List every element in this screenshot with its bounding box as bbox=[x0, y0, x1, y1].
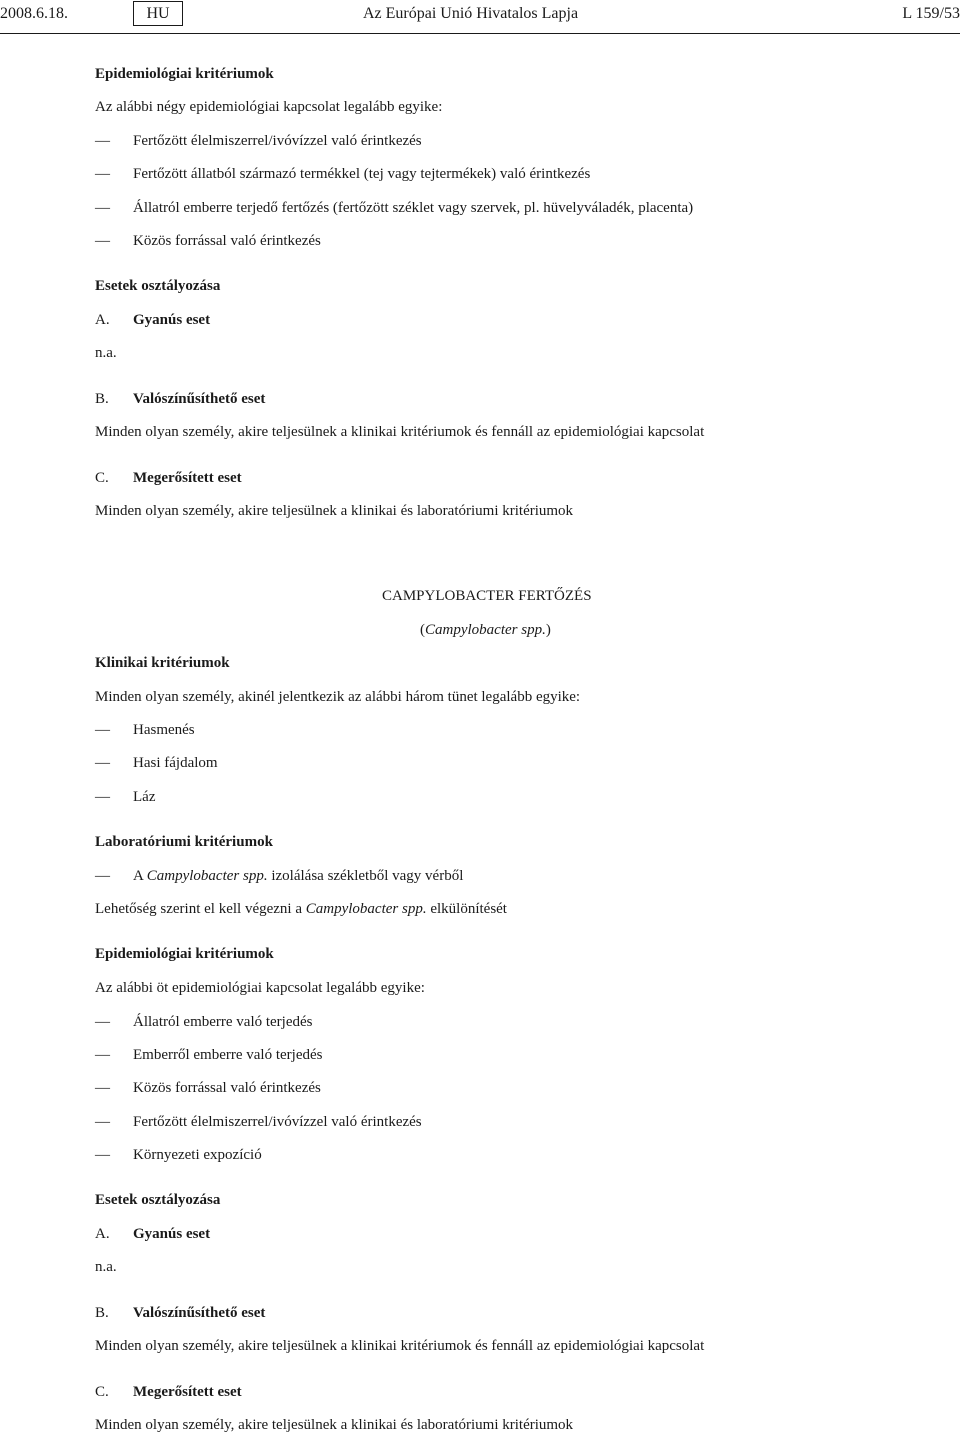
section2-case-c bbox=[95, 1383, 242, 1401]
dash-bullet: — bbox=[95, 868, 110, 884]
dash-bullet: — bbox=[95, 722, 110, 738]
section2-epi-item bbox=[95, 1013, 313, 1031]
list-item-text: Fertőzött élelmiszerrel/ivóvízzel való érintkezés bbox=[133, 133, 422, 149]
paren-open: ( bbox=[420, 622, 425, 638]
list-item-text: Környezeti expozíció bbox=[133, 1147, 262, 1163]
dash-bullet: — bbox=[95, 1080, 110, 1096]
dash-bullet: — bbox=[95, 200, 110, 216]
list-item-text: Fertőzött élelmiszerrel/ivóvízzel való érintkezés bbox=[133, 1114, 422, 1130]
lab-heading: Laboratóriumi kritériumok bbox=[95, 834, 273, 850]
section2-epi-item bbox=[95, 1046, 323, 1064]
lab-note bbox=[95, 900, 507, 918]
list-item-text: Hasmenés bbox=[133, 722, 195, 738]
section2-case-b bbox=[95, 1304, 265, 1322]
publication-date: 2008.6.18. bbox=[0, 5, 68, 22]
case-label: Valószínűsíthető eset bbox=[133, 1305, 266, 1321]
dash-bullet: — bbox=[95, 789, 110, 805]
clinical-item bbox=[95, 754, 218, 772]
case-letter: B. bbox=[95, 391, 109, 407]
section2-class-heading: Esetek osztályozása bbox=[95, 1192, 221, 1208]
case-letter: A. bbox=[95, 312, 110, 328]
list-item-text: Láz bbox=[133, 789, 156, 805]
section1-epi-intro: Az alábbi négy epidemiológiai kapcsolat legalább egyike: bbox=[95, 99, 443, 115]
case-letter: C. bbox=[95, 470, 109, 486]
lab-item-pre: A bbox=[133, 868, 147, 884]
list-item-text: Fertőzött állatból származó termékkel (tej vagy tejtermékek) való érintkezés bbox=[133, 166, 591, 182]
lab-note-pre: Lehetőség szerint el kell végezni a bbox=[95, 901, 306, 917]
section2-case-c-text: Minden olyan személy, akire teljesülnek a klinikai és laboratóriumi kritériumok bbox=[95, 1417, 574, 1433]
section1-epi-item bbox=[95, 232, 321, 250]
section1-case-c bbox=[95, 469, 242, 487]
list-item-text: Hasi fájdalom bbox=[133, 755, 218, 771]
section1-epi-item bbox=[95, 132, 422, 150]
clinical-item bbox=[95, 788, 155, 806]
page-header bbox=[0, 0, 960, 34]
dash-bullet: — bbox=[95, 755, 110, 771]
case-label: Gyanús eset bbox=[133, 312, 211, 328]
section1-epi-item bbox=[95, 199, 693, 217]
section2-case-a bbox=[95, 1225, 210, 1243]
clinical-heading: Klinikai kritériumok bbox=[95, 655, 230, 671]
case-letter: A. bbox=[95, 1226, 110, 1242]
list-item-text: Emberről emberre való terjedés bbox=[133, 1047, 323, 1063]
section1-case-c-text: Minden olyan személy, akire teljesülnek a klinikai és laboratóriumi kritériumok bbox=[95, 503, 574, 519]
case-letter: C. bbox=[95, 1384, 109, 1400]
list-item-text: Közös forrással való érintkezés bbox=[133, 233, 321, 249]
journal-title: Az Európai Unió Hivatalos Lapja bbox=[363, 5, 579, 22]
language-badge: HU bbox=[133, 1, 183, 26]
case-label: Valószínűsíthető eset bbox=[133, 391, 266, 407]
dash-bullet: — bbox=[95, 133, 110, 149]
lab-item-post: izolálása székletből vagy vérből bbox=[267, 868, 464, 884]
section1-case-b bbox=[95, 390, 265, 408]
page-number: L 159/53 bbox=[902, 5, 960, 22]
case-label: Megerősített eset bbox=[133, 470, 242, 486]
section1-epi-heading: Epidemiológiai kritériumok bbox=[95, 66, 274, 82]
section2-case-a-text: n.a. bbox=[95, 1259, 117, 1275]
list-item-text: Állatról emberre terjedő fertőzés (fertőzött széklet vagy szervek, pl. hüvelyváladék, placenta) bbox=[133, 200, 694, 216]
species-name: Campylobacter spp. bbox=[305, 901, 427, 917]
list-item-text: Állatról emberre való terjedés bbox=[133, 1014, 313, 1030]
dash-bullet: — bbox=[95, 1014, 110, 1030]
species-name: Campylobacter spp. bbox=[425, 622, 546, 638]
section1-case-b-text: Minden olyan személy, akire teljesülnek a klinikai kritériumok és fennáll az epidemiológiai kapcsolat bbox=[95, 424, 705, 440]
paren-close: ) bbox=[545, 622, 551, 638]
section2-epi-item bbox=[95, 1113, 422, 1131]
dash-bullet: — bbox=[95, 1114, 110, 1130]
section1-case-a bbox=[95, 311, 210, 329]
dash-bullet: — bbox=[95, 1047, 110, 1063]
lab-note-post: elkülönítését bbox=[426, 901, 507, 917]
section1-epi-item bbox=[95, 165, 590, 183]
section2-epi-item bbox=[95, 1079, 321, 1097]
dash-bullet: — bbox=[95, 166, 110, 182]
header-divider bbox=[0, 33, 960, 34]
case-letter: B. bbox=[95, 1305, 109, 1321]
dash-bullet: — bbox=[95, 233, 110, 249]
lab-item bbox=[95, 867, 463, 885]
section2-epi-intro: Az alábbi öt epidemiológiai kapcsolat legalább egyike: bbox=[95, 980, 425, 996]
dash-bullet: — bbox=[95, 1147, 110, 1163]
clinical-item bbox=[95, 721, 195, 739]
list-item-text: Közös forrással való érintkezés bbox=[133, 1080, 321, 1096]
species-name: Campylobacter spp. bbox=[146, 868, 268, 884]
section2-epi-heading: Epidemiológiai kritériumok bbox=[95, 946, 274, 962]
section1-class-heading: Esetek osztályozása bbox=[95, 278, 221, 294]
case-label: Megerősített eset bbox=[133, 1384, 242, 1400]
section2-epi-item bbox=[95, 1146, 262, 1164]
disease-subtitle bbox=[420, 621, 551, 639]
disease-title: CAMPYLOBACTER FERTŐZÉS bbox=[382, 588, 592, 604]
clinical-intro: Minden olyan személy, akinél jelentkezik az alábbi három tünet legalább egyike: bbox=[95, 689, 581, 705]
section2-case-b-text: Minden olyan személy, akire teljesülnek a klinikai kritériumok és fennáll az epidemiológiai kapcsolat bbox=[95, 1338, 705, 1354]
section1-case-a-text: n.a. bbox=[95, 345, 117, 361]
case-label: Gyanús eset bbox=[133, 1226, 211, 1242]
